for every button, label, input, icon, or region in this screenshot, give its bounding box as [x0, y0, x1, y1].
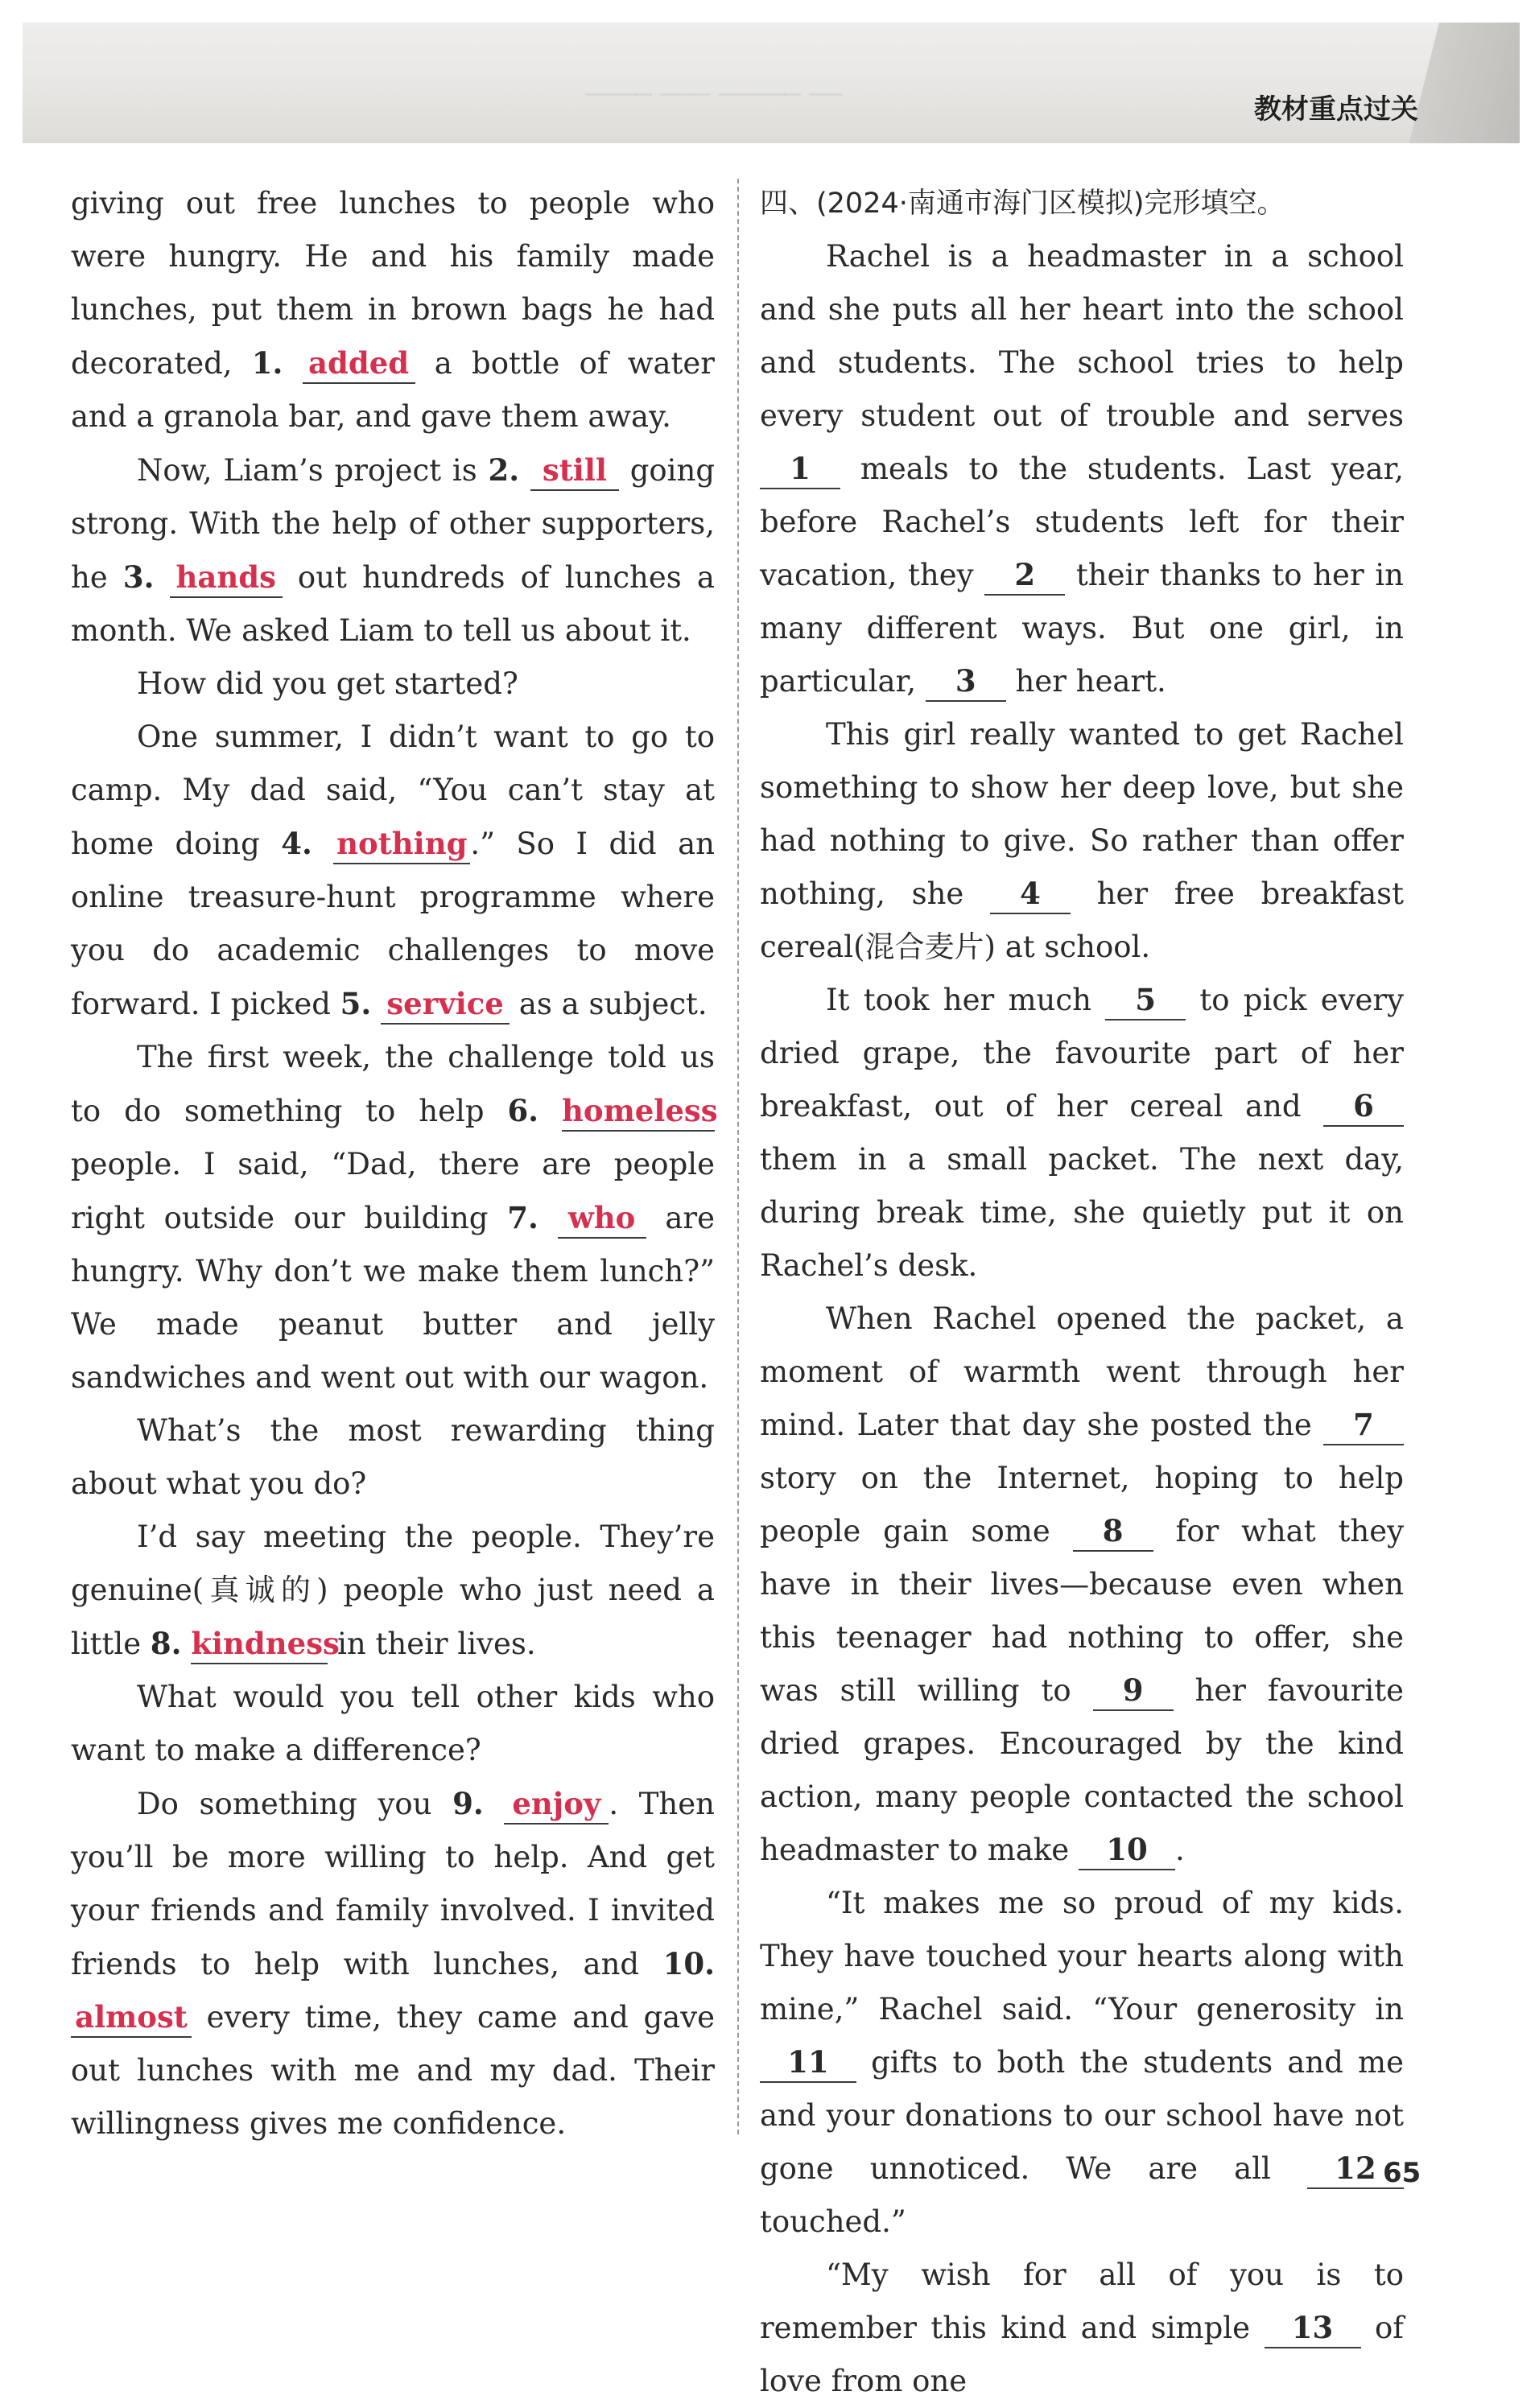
cloze-blank[interactable]: 5: [1105, 980, 1186, 1021]
answer-text: added: [308, 345, 410, 381]
answer-blank: [191, 1624, 340, 1664]
answer-blank: [504, 1784, 609, 1825]
question-number: 1.: [251, 345, 283, 381]
answer-text: hands: [175, 559, 276, 595]
paragraph: [760, 2249, 1404, 2408]
text: “It makes me so proud of my kids. They have touched your hearts along with mine,” Rachel said. “Your generosity in: [760, 1886, 1404, 2027]
text: This girl really wanted to get Rachel something to show her deep love, but she had nothing to give. So rather than offer nothing, she: [760, 717, 1404, 911]
text: One summer, I didn’t want to go to camp. My dad said, “You can’t stay at home doing: [71, 720, 715, 861]
text: of love from one: [760, 2311, 1404, 2398]
paragraph: [760, 708, 1404, 974]
answer-blank: [530, 451, 619, 491]
cloze-blank[interactable]: 12: [1307, 2149, 1404, 2189]
answer-blank: [381, 984, 510, 1025]
text: going strong. With the help of other supporters, he: [71, 453, 715, 595]
cloze-blank[interactable]: 13: [1265, 2308, 1361, 2348]
text: are hungry. Why don’t we make them lunch?” We made peanut butter and jelly sandwiches and went out with our wagon.: [71, 1201, 716, 1395]
text: . Then you’ll be more willing to help. And get your friends and family involved. I invited friends to help with lunches, and: [71, 1787, 715, 1981]
text: Do something you: [137, 1787, 453, 1821]
question-number: 5.: [340, 986, 372, 1021]
cloze-blank[interactable]: 4: [990, 874, 1071, 914]
paragraph: [71, 1031, 718, 1404]
text: their thanks to her in many different ways. But one girl, in particular,: [760, 558, 1404, 699]
text: gifts to both the students and me and your donations to our school have not gone unnoticed. We are all: [760, 2045, 1405, 2186]
cloze-blank[interactable]: 3: [926, 662, 1006, 702]
header-title: 教材重点过关: [1254, 93, 1418, 126]
cloze-blank[interactable]: 9: [1093, 1671, 1174, 1711]
answer-blank: [558, 1198, 646, 1239]
answer-text: homeless: [562, 1093, 718, 1128]
page-number: 65: [1383, 2157, 1421, 2189]
answer-text: who: [567, 1200, 636, 1235]
question-number: 4.: [281, 826, 312, 861]
cloze-blank[interactable]: 6: [1323, 1086, 1404, 1127]
paragraph: [71, 1777, 715, 2150]
text: every time, they came and gave out lunches with me and my dad. Their willingness gives me confidence.: [71, 2000, 715, 2141]
column-divider: [737, 179, 739, 2134]
text: .” So I did an online treasure-hunt programme where you do academic challenges to move forward. I picked: [71, 827, 715, 1021]
paragraph: [71, 443, 715, 658]
answer-blank: [170, 558, 283, 598]
answer-blank: [71, 1998, 192, 2038]
answer-text: nothing: [336, 826, 468, 861]
paragraph: [760, 230, 1404, 708]
answer-blank: [303, 344, 415, 384]
answer-text: still: [542, 452, 607, 488]
answer-blank: [333, 824, 470, 864]
text: her heart.: [1015, 664, 1166, 699]
section-title: 四、(2024·南通市海门区模拟)完形填空。: [760, 188, 1285, 220]
text: It took her much: [826, 983, 1106, 1017]
cloze-blank[interactable]: 1: [760, 449, 840, 489]
text: Rachel is a headmaster in a school and she puts all her heart into the school and students. The school tries to help every student out of trouble and serves: [760, 239, 1404, 433]
left-column: [71, 177, 718, 2150]
paragraph: [71, 177, 715, 443]
text: them in a small packet. The next day, during break time, she quietly put it on Rachel’s desk.: [760, 1142, 1404, 1283]
right-column: [760, 177, 1404, 2408]
question-number: 7.: [507, 1200, 538, 1235]
text: giving out free lunches to people who were hungry. He and his family made lunches, put them in brown bags he had decorated,: [71, 186, 715, 381]
text: out hundreds of lunches a month. We asked Liam to tell us about it.: [71, 560, 715, 648]
interview-question: What’s the most rewarding thing about what you do?: [71, 1413, 715, 1501]
paragraph: [71, 711, 715, 1031]
cloze-blank[interactable]: 2: [984, 555, 1065, 596]
text: I’d say meeting the people. They’re genuine(真诚的) people who just need a little: [71, 1519, 715, 1661]
header-faint-background: ──── ─── ───── ──: [586, 79, 843, 111]
text: story on the Internet, hoping to help people gain some: [760, 1461, 1404, 1548]
cloze-blank[interactable]: 7: [1323, 1405, 1404, 1445]
answer-text: kindness: [191, 1626, 340, 1661]
interview-question: What would you tell other kids who want to make a difference?: [71, 1680, 715, 1767]
question-number: 10.: [662, 1946, 715, 1981]
cloze-blank[interactable]: 8: [1073, 1511, 1153, 1552]
question-number: 9.: [452, 1786, 484, 1821]
question-number: 3.: [122, 559, 155, 595]
answer-blank: [562, 1091, 718, 1132]
interview-question: How did you get started?: [137, 666, 518, 701]
header-corner-stripe: [1403, 23, 1520, 143]
question-number: 6.: [507, 1093, 539, 1128]
text: her favourite dried grapes. Encouraged by the kind action, many people contacted the school headmaster to make: [760, 1673, 1404, 1867]
text: a bottle of water and a granola bar, and gave them away.: [71, 346, 715, 434]
text: Now, Liam’s project is: [137, 453, 489, 488]
text: to pick every dried grape, the favourite part of her breakfast, out of her cereal and: [760, 983, 1404, 1124]
answer-text: service: [386, 986, 504, 1021]
question-number: 2.: [488, 452, 520, 488]
text: When Rachel opened the packet, a moment of warmth went through her mind. Later that day she posted the: [760, 1301, 1404, 1442]
text: The first week, the challenge told us to do something to help: [71, 1040, 715, 1128]
paragraph: [760, 1293, 1404, 1877]
answer-text: almost: [75, 1999, 188, 2035]
text: for what they have in their lives—because even when this teenager had nothing to offer, she was still willing to: [760, 1514, 1405, 1708]
paragraph: [71, 1511, 715, 1671]
paragraph: [760, 974, 1404, 1293]
text: .: [1174, 1833, 1185, 1867]
paragraph: [760, 1877, 1404, 2249]
text: “My wish for all of you is to remember this kind and simple: [760, 2258, 1404, 2345]
text: in their lives.: [328, 1627, 536, 1661]
text: as a subject.: [510, 987, 708, 1021]
text: meals to the students. Last year, before Rachel’s students left for their vacation, they: [760, 452, 1404, 592]
text: her free breakfast cereal(混合麦片) at school.: [760, 876, 1404, 964]
text: touched.”: [760, 2204, 906, 2239]
question-number: 8.: [150, 1626, 182, 1661]
text: people. I said, “Dad, there are people right outside our building: [71, 1147, 715, 1235]
cloze-blank[interactable]: 11: [760, 2043, 856, 2083]
cloze-blank[interactable]: 10: [1079, 1830, 1175, 1870]
answer-text: enjoy: [512, 1786, 601, 1821]
